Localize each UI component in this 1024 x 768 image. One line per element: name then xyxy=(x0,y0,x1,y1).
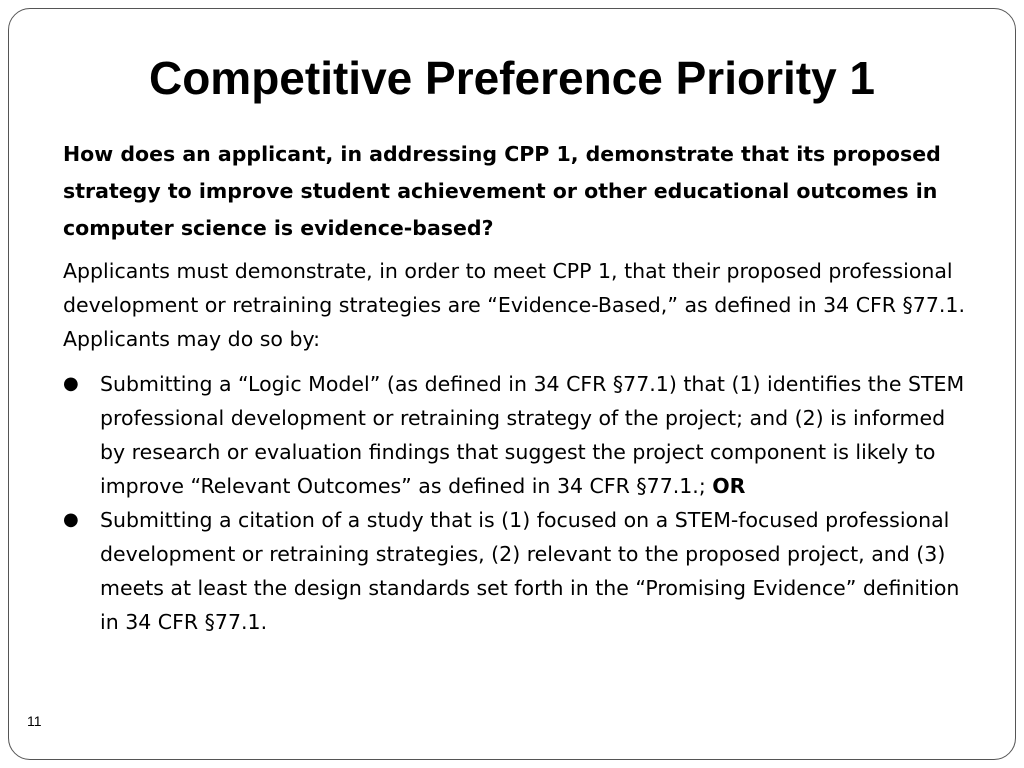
bullet-item-logic-model xyxy=(63,367,973,503)
question-heading: How does an applicant, in addressing CPP 1, demonstrate that its proposed strategy to improve student achievement or other educational outcomes in computer science is evidence-based? xyxy=(63,142,941,240)
bullet-item-study-citation xyxy=(63,503,973,639)
slide-content xyxy=(63,136,973,639)
page-number: 11 xyxy=(27,713,42,729)
bullet-dot-icon: ● xyxy=(63,373,79,394)
bullet-text: Submitting a “Logic Model” (as defined in 34 CFR §77.1) that (1) identifies the STEM professional development or retraining strategy of the project; and (2) is informed by research or evaluation findings that suggest the project component is likely to improve “Relevant Outcomes” as defined in 34 CFR §77.1.; xyxy=(100,372,965,498)
bullet-text: Submitting a citation of a study that is (1) focused on a STEM-focused professional development or retraining strategies, (2) relevant to the proposed project, and (3) meets at least the design standards set forth in the “Promising Evidence” definition in 34 CFR §77.1. xyxy=(100,508,960,634)
slide-title: Competitive Preference Priority 1 xyxy=(148,52,876,104)
intro-paragraph: Applicants must demonstrate, in order to meet CPP 1, that their proposed professional development or retraining strategies are “Evidence-Based,” as defined in 34 CFR §77.1. Applicants may do so by: xyxy=(63,259,965,351)
bullet-list xyxy=(63,367,973,639)
bullet-dot-icon: ● xyxy=(63,509,79,530)
bullet-emphasis: OR xyxy=(712,474,746,498)
